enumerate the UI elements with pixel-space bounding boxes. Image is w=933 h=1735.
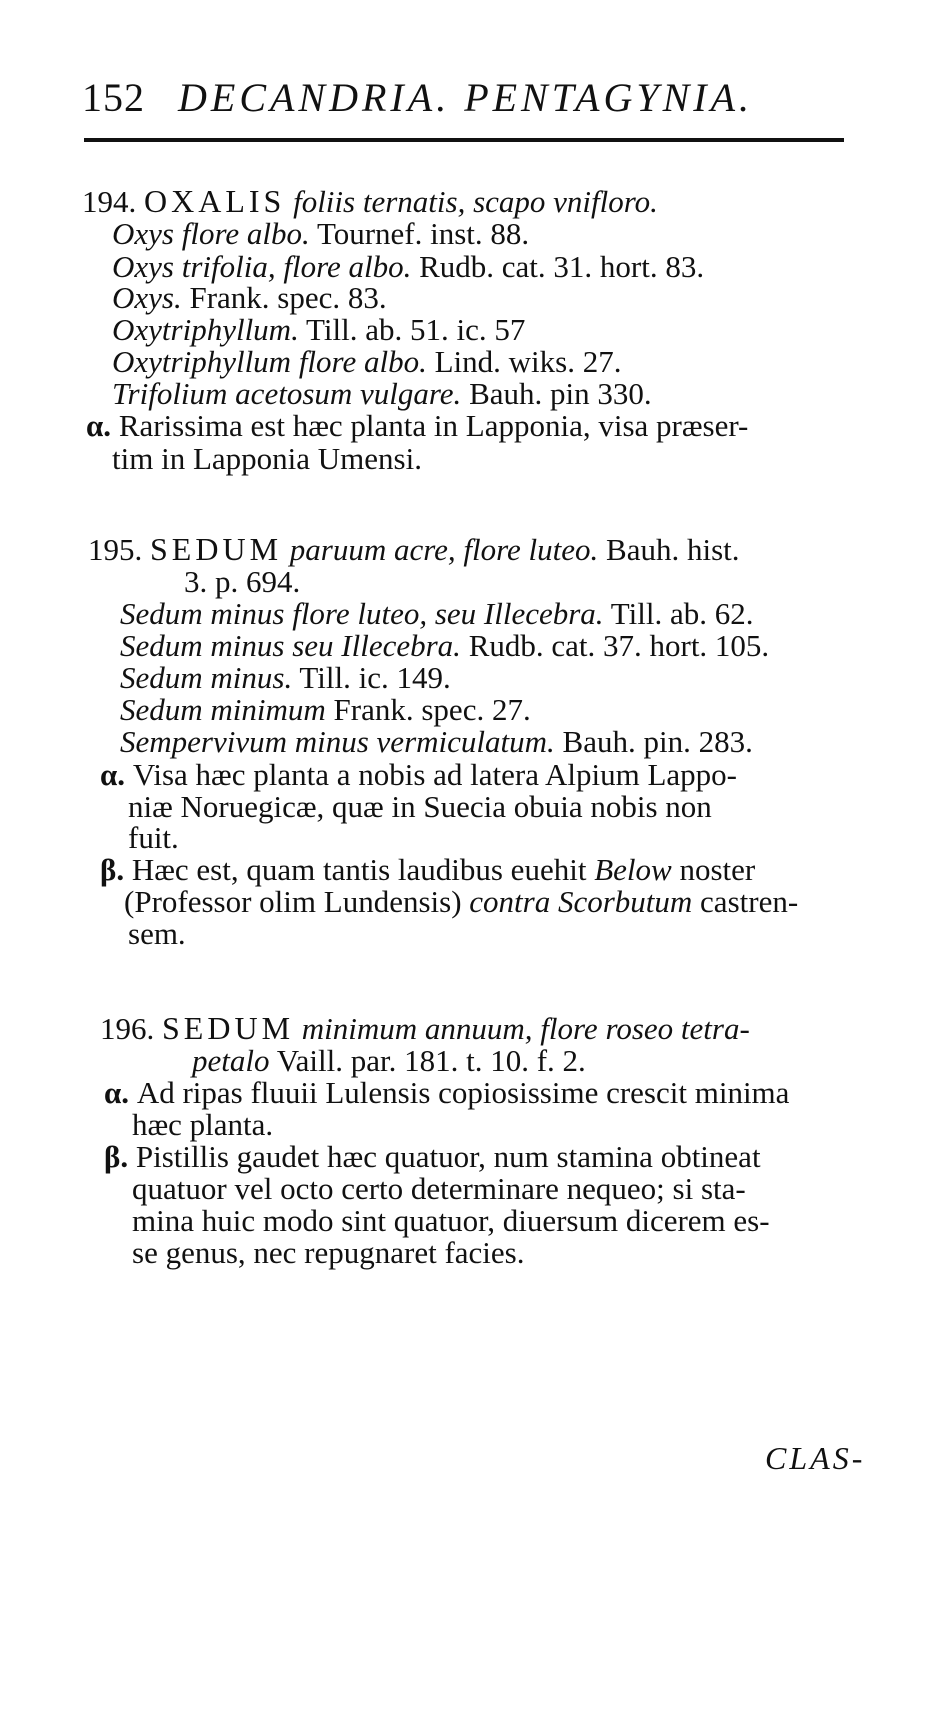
entry-number: 194. bbox=[82, 184, 137, 219]
synonym-line: Oxytriphyllum. Till. ab. 51. ic. 57 bbox=[112, 312, 526, 347]
synonym-line: Sedum minus seu Illecebra. Rudb. cat. 37. hort. 105. bbox=[120, 628, 770, 663]
synonym-line: Oxytriphyllum flore albo. Lind. wiks. 27. bbox=[112, 344, 622, 379]
note-beta: β. Hæc est, quam tantis laudibus euehit Below noster bbox=[100, 852, 756, 887]
entry-195-heading bbox=[88, 533, 740, 565]
entry-reference: Bauh. hist. bbox=[606, 532, 740, 567]
note-line: fuit. bbox=[128, 820, 179, 855]
entry-descriptor: foliis ternatis, scapo vnifloro. bbox=[293, 184, 658, 219]
note-line: hæc planta. bbox=[132, 1107, 274, 1142]
synonym-line: Sedum minus. Till. ic. 149. bbox=[120, 660, 451, 695]
note-mark: α. bbox=[104, 1075, 130, 1110]
note-mark: β. bbox=[100, 852, 125, 887]
synonym-line: Oxys trifolia, flore albo. Rudb. cat. 31. hort. 83. bbox=[112, 249, 705, 284]
genus-name: OXALIS bbox=[144, 183, 286, 219]
note-alpha: α. Ad ripas fluuii Lulensis copiosissime crescit minima bbox=[104, 1075, 790, 1110]
note-line: tim in Lapponia Umensi. bbox=[112, 441, 422, 476]
entry-descriptor: minimum annuum, flore roseo tetra- bbox=[301, 1011, 750, 1046]
running-head bbox=[82, 75, 882, 120]
synonym-line: Sempervivum minus vermiculatum. Bauh. pin. 283. bbox=[120, 724, 753, 759]
note-mark: β. bbox=[104, 1139, 129, 1174]
header-rule bbox=[84, 138, 844, 142]
entry-reference: Vaill. par. 181. t. 10. f. 2. bbox=[276, 1043, 586, 1078]
note-line: mina huic modo sint quatuor, diuersum dicerem es- bbox=[132, 1203, 770, 1238]
entry-194-heading bbox=[82, 185, 658, 217]
note-beta: β. Pistillis gaudet hæc quatuor, num stamina obtineat bbox=[104, 1139, 761, 1174]
note-line: quatuor vel octo certo determinare nequeo; si sta- bbox=[132, 1171, 746, 1206]
note-alpha: α. Rarissima est hæc planta in Lapponia, visa præser- bbox=[86, 408, 749, 443]
page-number: 152 bbox=[82, 75, 145, 120]
synonym-line: Oxys flore albo. Tournef. inst. 88. bbox=[112, 216, 530, 251]
note-mark: α. bbox=[86, 408, 112, 443]
entry-descriptor: paruum acre, flore luteo. bbox=[289, 532, 599, 567]
catchword: CLAS- bbox=[765, 1440, 866, 1476]
note-line: se genus, nec repugnaret facies. bbox=[132, 1235, 525, 1270]
genus-name: SEDUM bbox=[150, 531, 283, 567]
entry-number: 195. bbox=[88, 532, 143, 567]
genus-name: SEDUM bbox=[162, 1010, 295, 1046]
synonym-line: Trifolium acetosum vulgare. Bauh. pin 330. bbox=[112, 376, 652, 411]
entry-196-heading bbox=[100, 1012, 750, 1044]
note-line: niæ Noruegicæ, quæ in Suecia obuia nobis non bbox=[128, 789, 712, 824]
note-line: sem. bbox=[128, 916, 186, 951]
synonym-line: Sedum minus flore luteo, seu Illecebra. Till. ab. 62. bbox=[120, 596, 754, 631]
note-alpha: α. Visa hæc planta a nobis ad latera Alpium Lappo- bbox=[100, 757, 738, 792]
running-title: DECANDRIA. PENTAGYNIA. bbox=[178, 75, 754, 120]
synonym-line: Oxys. Frank. spec. 83. bbox=[112, 280, 387, 315]
synonym-line: Sedum minimum Frank. spec. 27. bbox=[120, 692, 531, 727]
note-line: (Professor olim Lundensis) contra Scorbutum castren- bbox=[124, 884, 799, 919]
entry-descriptor-cont: petalo Vaill. par. 181. t. 10. f. 2. bbox=[192, 1043, 586, 1078]
entry-number: 196. bbox=[100, 1011, 155, 1046]
note-mark: α. bbox=[100, 757, 126, 792]
entry-reference-cont: 3. p. 694. bbox=[184, 564, 301, 599]
